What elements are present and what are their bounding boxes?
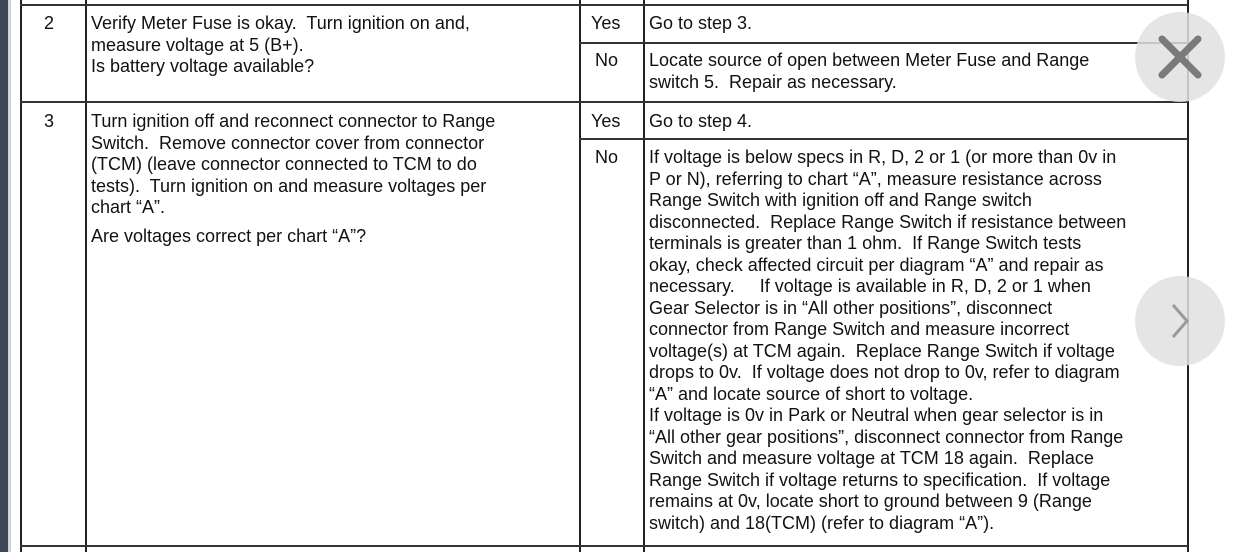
- yes-action: [649, 111, 752, 133]
- text-line: P or N), referring to chart “A”, measure resistance across: [649, 168, 1102, 189]
- text-line: remains at 0v, locate short to ground between 9 (Range: [649, 491, 1092, 511]
- text-line: chart “A”.: [91, 197, 166, 217]
- text-line: Switch. Remove connector cover from connector: [91, 132, 485, 153]
- no-label: No: [595, 147, 619, 167]
- close-button[interactable]: [1135, 12, 1225, 102]
- column-divider: [643, 0, 645, 552]
- text-line: Range Switch with ignition off and Range switch: [649, 190, 1032, 210]
- row-divider: [20, 101, 1188, 103]
- text-line: drops to 0v. If voltage does not drop to 0v, refer to diagram: [649, 362, 1120, 382]
- text-line: okay, check affected circuit per diagram “A” and repair as: [649, 254, 1104, 275]
- text-line: (TCM) (leave connector connected to TCM to do: [91, 154, 477, 174]
- text-line: “All other gear positions”, disconnect connector from Range: [649, 426, 1124, 447]
- yes-no-divider: [579, 42, 1188, 44]
- text-line: connector from Range Switch and measure incorrect: [649, 319, 1070, 339]
- text-line: If voltage is below specs in R, D, 2 or 1 (or more than 0v in: [649, 147, 1117, 167]
- chevron-right-icon: [1165, 301, 1195, 341]
- viewer-edge: [0, 0, 8, 552]
- no-action: [649, 50, 1089, 93]
- yes-no-divider: [579, 138, 1188, 140]
- step-number: 3: [44, 111, 55, 131]
- text-line: switch) and 18(TCM) (refer to diagram “A”).: [649, 512, 995, 533]
- text-line: “A” and locate source of short to voltage.: [649, 383, 974, 404]
- step-question: [91, 13, 470, 78]
- text-line: Turn ignition off and reconnect connector to Range: [91, 111, 496, 131]
- table-border-left: [20, 0, 22, 552]
- no-action: [649, 147, 1126, 534]
- next-page-button[interactable]: [1135, 276, 1225, 366]
- viewer-edge-highlight: [8, 0, 11, 552]
- column-divider: [85, 0, 87, 552]
- text-line: Gear Selector is in “All other positions”, disconnect: [649, 297, 1053, 318]
- text-line: Go to step 4.: [649, 111, 753, 131]
- text-line: Range Switch if voltage returns to specification. If voltage: [649, 469, 1111, 490]
- text-line: Is battery voltage available?: [91, 56, 315, 76]
- column-divider: [579, 0, 581, 552]
- yes-label: Yes: [591, 13, 621, 33]
- no-label: No: [595, 50, 619, 70]
- step-question: [91, 111, 495, 247]
- row-divider: [20, 4, 1188, 6]
- yes-label: Yes: [591, 111, 621, 131]
- yes-action: [649, 13, 752, 35]
- text-line: terminals is greater than 1 ohm. If Range Switch tests: [649, 233, 1082, 253]
- text-line: voltage(s) at TCM again. Replace Range Switch if voltage: [649, 340, 1115, 361]
- text-line: switch 5. Repair as necessary.: [649, 71, 897, 92]
- step-number: 2: [44, 13, 55, 33]
- text-line: tests). Turn ignition on and measure voltages per: [91, 175, 487, 196]
- text-line: measure voltage at 5 (B+).: [91, 34, 304, 55]
- text-line: Verify Meter Fuse is okay. Turn ignition on and,: [91, 13, 470, 33]
- text-line: Are voltages correct per chart “A”?: [91, 225, 367, 246]
- text-line: necessary. If voltage is available in R, D, 2 or 1 when: [649, 276, 1091, 296]
- text-line: disconnected. Replace Range Switch if resistance between: [649, 211, 1127, 232]
- text-line: Switch and measure voltage at TCM 18 again. Replace: [649, 448, 1094, 468]
- text-line: Go to step 3.: [649, 13, 753, 33]
- text-line: Locate source of open between Meter Fuse and Range: [649, 50, 1090, 70]
- row-divider: [20, 545, 1188, 547]
- close-icon: [1157, 34, 1203, 80]
- text-line: If voltage is 0v in Park or Neutral when gear selector is in: [649, 405, 1104, 425]
